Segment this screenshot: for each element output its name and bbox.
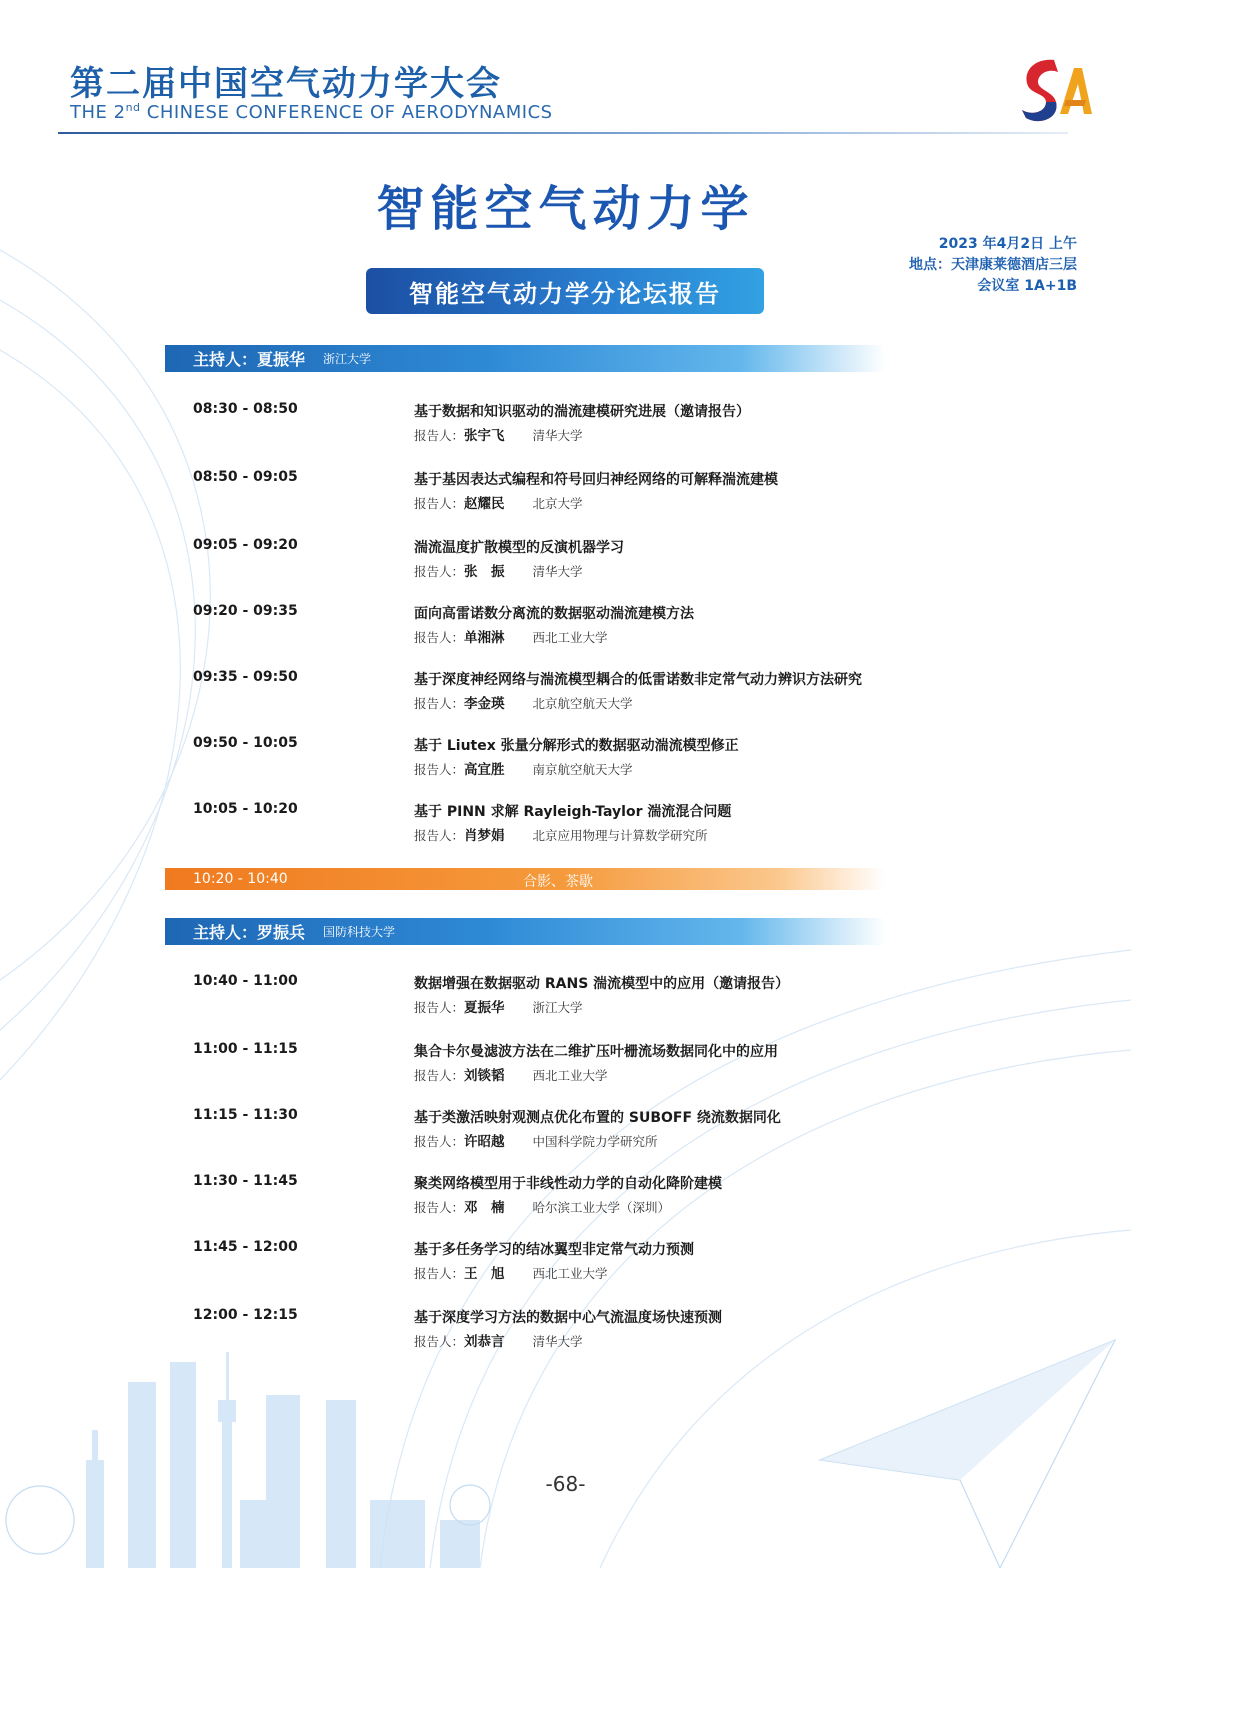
forum-title-badge: 智能空气动力学分论坛报告 — [366, 268, 764, 314]
item-speaker — [414, 1196, 670, 1216]
item-time: 08:30 - 08:50 — [193, 401, 298, 417]
speaker-label: 报告人： — [414, 630, 465, 645]
item-title: 基于类激活映射观测点优化布置的 SUBOFF 绕流数据同化 — [414, 1110, 781, 1126]
speaker-name: 张宇飞 — [464, 428, 505, 444]
conference-title: 第二届中国空气动力学大会 — [70, 64, 502, 104]
speaker-name: 赵耀民 — [464, 496, 505, 512]
item-title: 基于数据和知识驱动的湍流建模研究进展（邀请报告） — [414, 404, 750, 420]
speaker-org: 北京大学 — [532, 496, 583, 511]
conference-subtitle — [70, 101, 553, 123]
item-title: 基于多任务学习的结冰翼型非定常气动力预测 — [414, 1242, 694, 1258]
schedule-item — [0, 973, 1131, 1021]
speaker-label: 报告人： — [414, 1134, 465, 1149]
schedule-item — [0, 537, 1131, 585]
page-title: 智能空气动力学 — [376, 181, 755, 237]
item-speaker — [414, 1130, 658, 1150]
speaker-label: 报告人： — [414, 1334, 465, 1349]
item-speaker — [414, 996, 583, 1016]
speaker-name: 刘锬韬 — [464, 1068, 505, 1084]
item-speaker — [414, 692, 633, 712]
item-speaker — [414, 1064, 608, 1084]
item-speaker — [414, 492, 583, 512]
item-time: 09:35 - 09:50 — [193, 669, 298, 685]
speaker-name: 夏振华 — [464, 1000, 505, 1016]
host-org: 国防科技大学 — [323, 925, 396, 939]
item-time: 09:05 - 09:20 — [193, 537, 298, 553]
session-info — [909, 234, 1077, 297]
item-title: 基于深度神经网络与湍流模型耦合的低雷诺数非定常气动力辨识方法研究 — [414, 672, 862, 688]
item-time: 09:50 - 10:05 — [193, 735, 298, 751]
speaker-org: 清华大学 — [532, 564, 583, 579]
item-time: 11:15 - 11:30 — [193, 1107, 298, 1123]
host-label: 主持人： — [193, 350, 258, 369]
schedule-item — [0, 1239, 1131, 1287]
item-title: 基于基因表达式编程和符号回归神经网络的可解释湍流建模 — [414, 472, 778, 488]
speaker-org: 中国科学院力学研究所 — [532, 1134, 658, 1149]
item-time: 08:50 - 09:05 — [193, 469, 298, 485]
item-time: 11:45 - 12:00 — [193, 1239, 298, 1255]
item-speaker — [414, 560, 583, 580]
schedule-item — [0, 1307, 1131, 1355]
speaker-org: 清华大学 — [532, 428, 583, 443]
speaker-name: 刘恭言 — [464, 1334, 505, 1350]
speaker-label: 报告人： — [414, 496, 465, 511]
speaker-label: 报告人： — [414, 428, 465, 443]
schedule-item — [0, 1173, 1131, 1221]
subtitle-suffix: CHINESE CONFERENCE OF AERODYNAMICS — [140, 102, 553, 123]
speaker-org: 西北工业大学 — [532, 630, 608, 645]
host-bar-session-2 — [165, 918, 885, 945]
speaker-org: 北京航空航天大学 — [532, 696, 633, 711]
csa-logo-icon — [1016, 54, 1094, 126]
speaker-label: 报告人： — [414, 1000, 465, 1015]
speaker-name: 李金瑛 — [464, 696, 505, 712]
speaker-label: 报告人： — [414, 1200, 465, 1215]
item-time: 10:05 - 10:20 — [193, 801, 298, 817]
item-speaker — [414, 824, 708, 844]
item-title: 基于 PINN 求解 Rayleigh-Taylor 湍流混合问题 — [414, 804, 732, 820]
item-title: 湍流温度扩散模型的反演机器学习 — [414, 540, 624, 556]
speaker-org: 西北工业大学 — [532, 1068, 608, 1083]
item-title: 面向高雷诺数分离流的数据驱动湍流建模方法 — [414, 606, 694, 622]
schedule-item — [0, 1107, 1131, 1155]
schedule-item — [0, 669, 1131, 717]
subtitle-prefix: THE 2 — [70, 102, 126, 123]
subtitle-superscript: nd — [125, 101, 141, 114]
speaker-label: 报告人： — [414, 1068, 465, 1083]
item-title: 集合卡尔曼滤波方法在二维扩压叶栅流场数据同化中的应用 — [414, 1044, 778, 1060]
host-name: 罗振兵 — [257, 923, 306, 942]
item-speaker — [414, 626, 608, 646]
item-title: 基于深度学习方法的数据中心气流温度场快速预测 — [414, 1310, 722, 1326]
schedule-item — [0, 469, 1131, 517]
schedule-item — [0, 735, 1131, 783]
item-speaker — [414, 424, 583, 444]
item-title: 聚类网络模型用于非线性动力学的自动化降阶建模 — [414, 1176, 722, 1192]
session-venue: 地点：天津康莱德酒店三层 — [909, 257, 1077, 273]
item-speaker — [414, 1330, 583, 1350]
speaker-label: 报告人： — [414, 762, 465, 777]
item-time: 09:20 - 09:35 — [193, 603, 298, 619]
item-time: 11:30 - 11:45 — [193, 1173, 298, 1189]
break-label: 合影、茶歇 — [523, 874, 593, 890]
speaker-org: 北京应用物理与计算数学研究所 — [532, 828, 708, 843]
speaker-org: 清华大学 — [532, 1334, 583, 1349]
host-org: 浙江大学 — [323, 352, 372, 366]
speaker-label: 报告人： — [414, 696, 465, 711]
speaker-name: 肖梦娟 — [464, 828, 505, 844]
item-time: 10:40 - 11:00 — [193, 973, 298, 989]
speaker-org: 西北工业大学 — [532, 1266, 608, 1281]
host-bar-session-1 — [165, 345, 885, 372]
item-title: 基于 Liutex 张量分解形式的数据驱动湍流模型修正 — [414, 738, 739, 754]
speaker-label: 报告人： — [414, 1266, 465, 1281]
session-room: 会议室 1A+1B — [977, 278, 1077, 294]
speaker-name: 单湘淋 — [464, 630, 505, 646]
schedule-item — [0, 401, 1131, 449]
header-divider — [58, 132, 1068, 134]
break-bar — [165, 868, 885, 890]
speaker-label: 报告人： — [414, 564, 465, 579]
speaker-name: 张 振 — [464, 564, 505, 580]
item-time: 11:00 - 11:15 — [193, 1041, 298, 1057]
page-number: -68- — [545, 1472, 586, 1496]
session-date: 2023 年4月2日 上午 — [938, 236, 1077, 252]
schedule-item — [0, 801, 1131, 849]
item-title: 数据增强在数据驱动 RANS 湍流模型中的应用（邀请报告） — [414, 976, 790, 992]
speaker-org: 哈尔滨工业大学（深圳） — [532, 1200, 671, 1215]
speaker-name: 许昭越 — [464, 1134, 505, 1150]
schedule-item — [0, 1041, 1131, 1089]
item-speaker — [414, 1262, 608, 1282]
speaker-name: 王 旭 — [464, 1266, 505, 1282]
break-time: 10:20 - 10:40 — [193, 871, 288, 887]
speaker-org: 南京航空航天大学 — [532, 762, 633, 777]
schedule-item — [0, 603, 1131, 651]
item-time: 12:00 - 12:15 — [193, 1307, 298, 1323]
host-label: 主持人： — [193, 923, 258, 942]
speaker-org: 浙江大学 — [532, 1000, 583, 1015]
speaker-name: 高宜胜 — [464, 762, 505, 778]
speaker-name: 邓 楠 — [464, 1200, 505, 1216]
host-name: 夏振华 — [257, 350, 306, 369]
speaker-label: 报告人： — [414, 828, 465, 843]
item-speaker — [414, 758, 633, 778]
